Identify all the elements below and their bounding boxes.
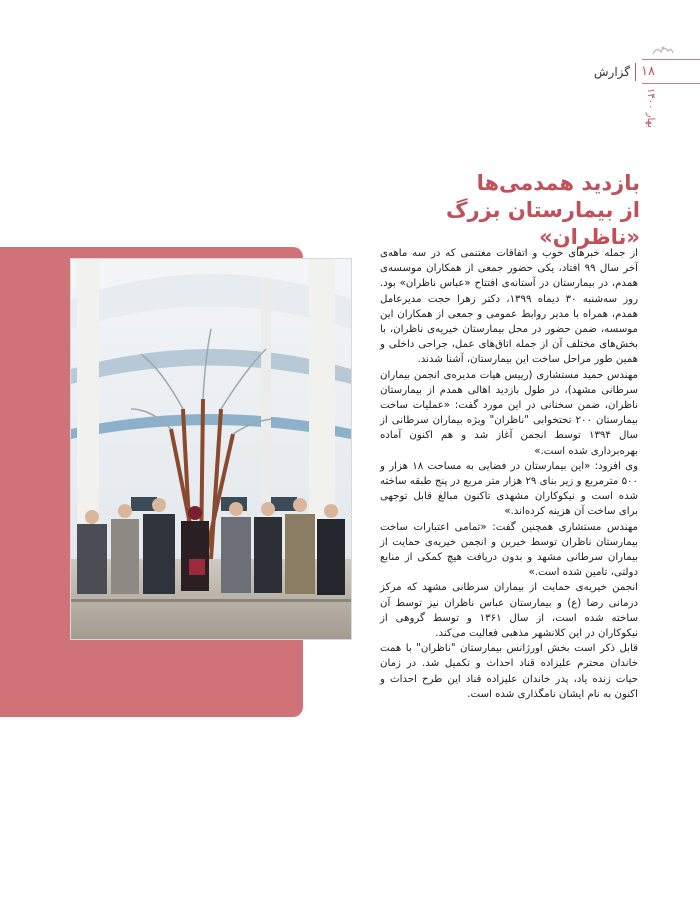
- magazine-logo-icon: [652, 44, 674, 56]
- group-photo: [70, 258, 352, 640]
- section-label: گزارش: [593, 65, 630, 79]
- header-separator: [635, 63, 636, 81]
- article-paragraph: مهندس حمید مستشاری (رییس هیات مدیره‌ی انجمن بیماران سرطانی مشهد)، در طول بازدید اهالی همدم از بیمارستان ناظران، ضمن سخنانی در این مورد گفت: «عملیات ساخت بیمارستان ۲۰۰ تختخوابی "ناظران" ویژه بیماران سرطانی از سال ۱۳۹۴ توسط انجمن آغاز شد و هم اکنون آماده بهره‌برداری شده است.»: [380, 369, 639, 457]
- article-paragraph: مهندس مستشاری همچنین گفت: «تمامی اعتبارات ساخت بیمارستان ناظران توسط خیرین و انجمن خیریه‌ی حمایت از بیماران سرطانی مشهد و بدون دریافت هیچ کمکی از منابع دولتی، تامین شده است.»: [380, 521, 638, 579]
- article-body: [380, 246, 638, 702]
- header-rule-top: [642, 59, 700, 60]
- group-photo-icon: [71, 259, 351, 639]
- header-rule-bottom: [642, 83, 700, 84]
- article-paragraph: وی افزود: «این بیمارستان در فضایی به مساحت ۱۸ هزار و ۵۰۰ مترمربع و زیر بنای ۲۹ هزار متر مربع در پنج طبقه ساخته شده است و نیکوکاران مشهدی تاکنون مبالغ قابل توجهی برای ساخت آن هزینه کرده‌اند.»: [380, 460, 638, 518]
- page-number: ۱۸: [641, 64, 655, 79]
- article-paragraph: انجمن خیریه‌ی حمایت از بیماران سرطانی مشهد که مرکز درمانی رضا (ع) و بیمارستان عباس ناظران نیز توسط آن ساخته شده است، از سال ۱۳۶۱ و توسط گروهی از نیکوکاران در این کلانشهر مذهبی فعالیت می‌کند.: [380, 582, 638, 640]
- article-title-line2: از بیمارستان بزرگ «ناظران»: [446, 198, 640, 249]
- article-paragraph: از جمله خبرهای خوب و اتفاقات مغتنمی که در سه ماهه‌ی آخر سال ۹۹ افتاد، یکی حضور جمعی از همکاران موسسه‌ی همدم، در بیمارستان در آستانه‌ی افتتاح «عباس ناظران» بود. روز سه‌شنبه ۳۰ دیماه ۱۳۹۹، دکتر زهرا حجت مدیرعامل همدم، همراه با مدیر روابط عمومی و جمعی از همکاران این موسسه، ضمن حضور در محل بیمارستان خیریه‌ی ناظران، با بخش‌های مختلف آن از جمله اتاق‌های عمل، جراحی داخلی و همین طور مراحل ساخت این بیمارستان، آشنا شدند.: [380, 248, 638, 366]
- article-paragraph: قابل ذکر است بخش اورژانس بیمارستان "ناظران" با همت خاندان محترم علیزاده قناد احداث و تکمیل شد. در زمان حیات زنده یاد، پدر خاندان علیزاده قناد این طرح احداث و اکنون به نام ایشان نامگذاری شده است.: [380, 643, 638, 700]
- article-title: [400, 170, 640, 251]
- article-title-line1: بازدید همدمی‌ها: [476, 171, 640, 195]
- issue-label: بهار ۱۴۰۰: [645, 88, 656, 128]
